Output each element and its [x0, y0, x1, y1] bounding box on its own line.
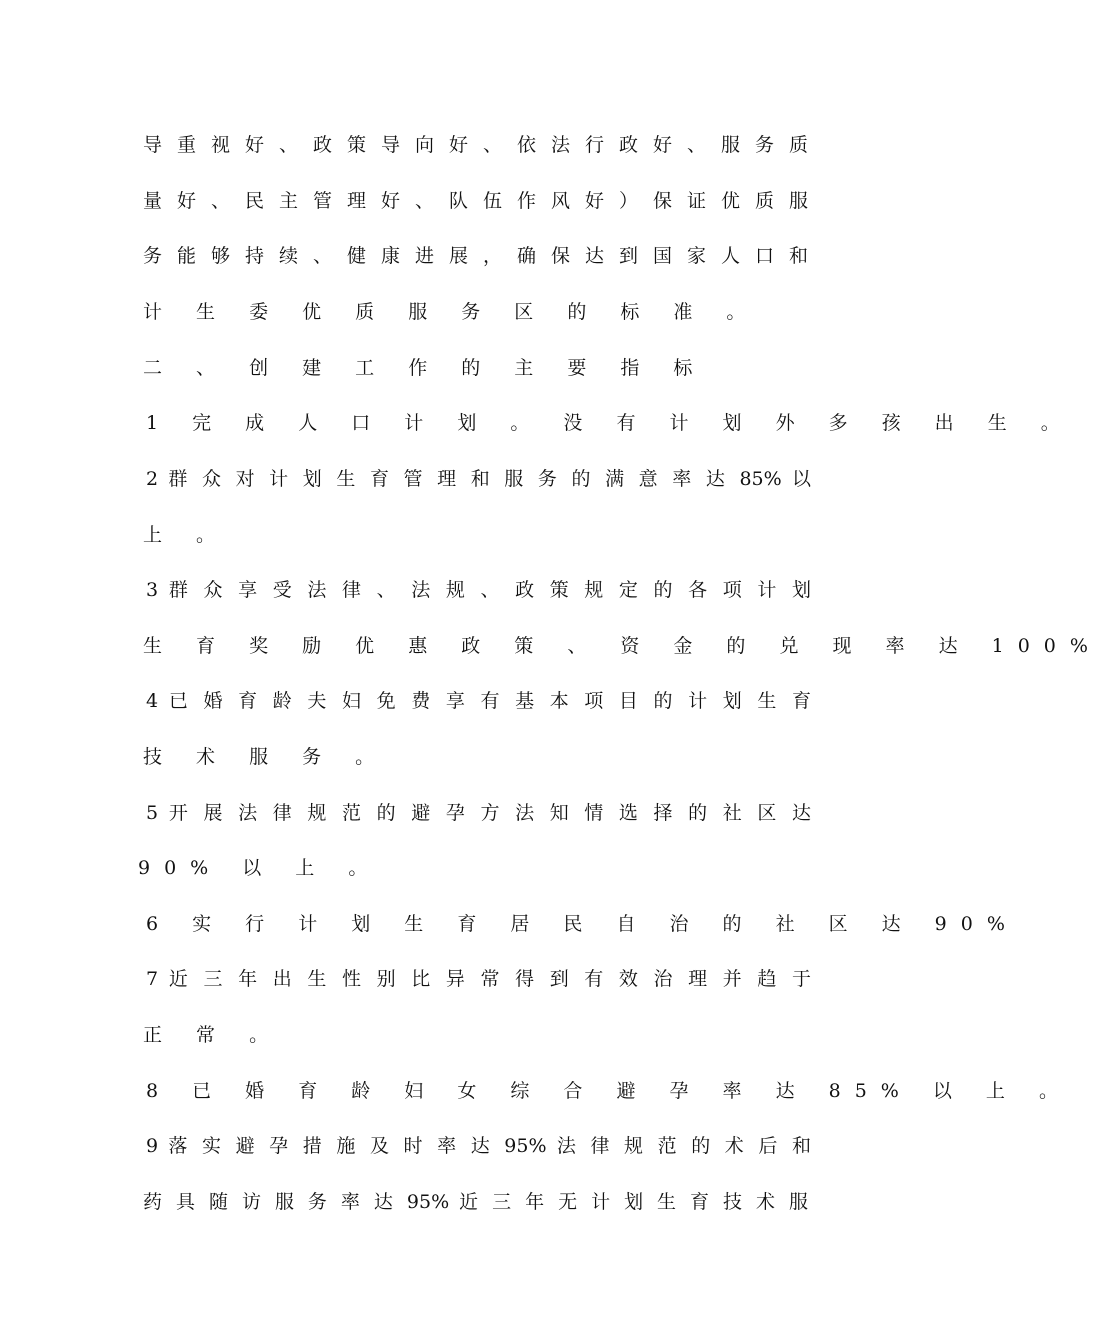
list-item-continuation: 技 术 服 务 。	[143, 746, 389, 768]
list-item: 3 群 众 享 受 法 律 、 法 规 、 政 策 规 定 的 各 项 计 划	[146, 579, 811, 601]
list-item: 6 实 行 计 划 生 育 居 民 自 治 的 社 区 达 90%	[146, 913, 1019, 935]
list-item: 9 落 实 避 孕 措 施 及 时 率 达 95% 法 律 规 范 的 术 后 和	[146, 1135, 811, 1157]
list-item: 8 已 婚 育 龄 妇 女 综 合 避 孕 率 达 85% 以 上 。	[146, 1080, 1072, 1102]
section-heading: 二 、 创 建 工 作 的 主 要 指 标	[143, 357, 707, 379]
list-item-continuation: 药 具 随 访 服 务 率 达 95% 近 三 年 无 计 划 生 育 技 术 服	[143, 1191, 808, 1213]
list-item: 5 开 展 法 律 规 范 的 避 孕 方 法 知 情 选 择 的 社 区 达	[146, 802, 811, 824]
paragraph-line: 导 重 视 好 、 政 策 导 向 好 、 依 法 行 政 好 、 服 务 质	[143, 134, 808, 156]
paragraph-line: 务 能 够 持 续 、 健 康 进 展 ， 确 保 达 到 国 家 人 口 和	[143, 245, 808, 267]
list-item-continuation: 上 。	[143, 524, 230, 546]
list-item: 1 完 成 人 口 计 划 。 没 有 计 划 外 多 孩 出 生 。	[146, 412, 1074, 434]
list-item: 7 近 三 年 出 生 性 别 比 异 常 得 到 有 效 治 理 并 趋 于	[146, 968, 811, 990]
list-item-continuation: 生 育 奖 励 优 惠 政 策 、 资 金 的 兑 现 率 达 100%	[143, 635, 1102, 657]
list-item: 4 已 婚 育 龄 夫 妇 免 费 享 有 基 本 项 目 的 计 划 生 育	[146, 690, 811, 712]
list-item-continuation: 正 常 。	[143, 1024, 283, 1046]
list-item-continuation: 90% 以 上 。	[138, 857, 382, 879]
paragraph-line: 计 生 委 优 质 服 务 区 的 标 准 。	[143, 301, 760, 323]
paragraph-line: 量 好 、 民 主 管 理 好 、 队 伍 作 风 好 ） 保 证 优 质 服	[143, 190, 808, 212]
list-item: 2 群 众 对 计 划 生 育 管 理 和 服 务 的 满 意 率 达 85% 以	[146, 468, 811, 490]
